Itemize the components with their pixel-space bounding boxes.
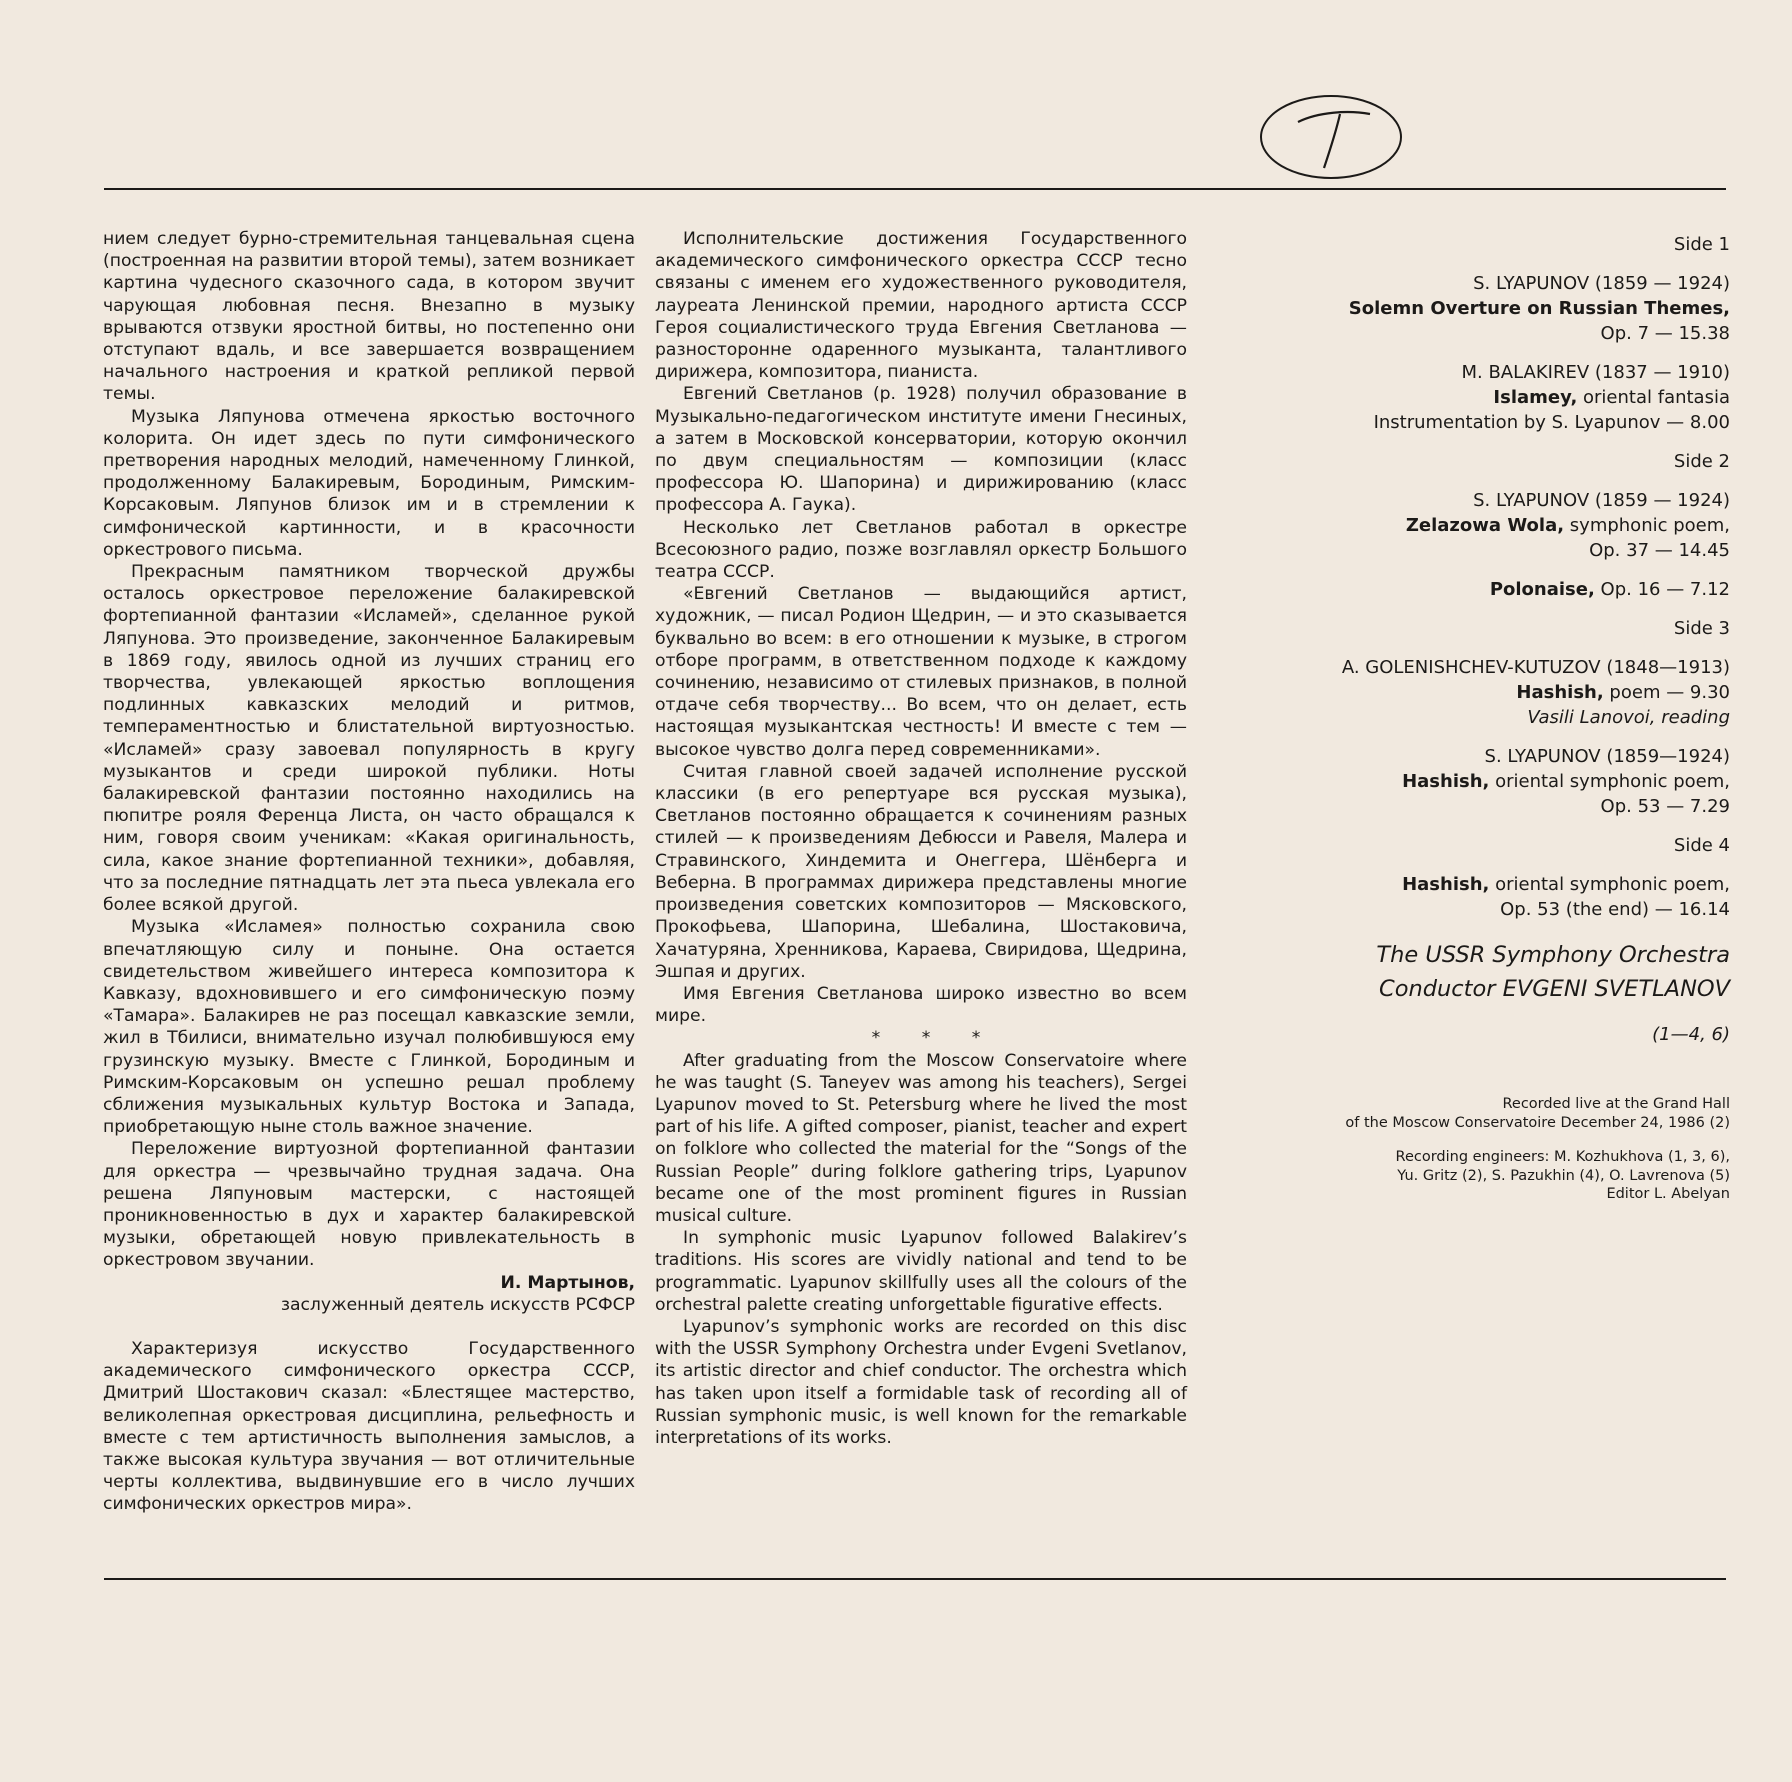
track: [1250, 271, 1730, 346]
work-detail: Op. 7 — 15.38: [1600, 323, 1730, 344]
recording-info: [1250, 1095, 1730, 1132]
work-title: Islamey,: [1493, 387, 1578, 408]
section-separator-stars: * * *: [871, 1028, 999, 1049]
work-detail: Op. 53 — 7.29: [1600, 796, 1730, 817]
track: [1250, 488, 1730, 563]
text-column-middle: [655, 228, 1187, 1449]
paragraph: нием следует бурно-стремительная танцевальная сцена (построенная на развитии второй темы), затем возникает картина чудесного сказочного сада, в котором звучит чарующая любовная песня. Внезапно в музыку врываются отзвуки яростной битвы, но постепенно они отступают вдаль, и все завершается возвращением начального настроения и краткой репликой первой темы.: [103, 229, 635, 405]
composer: M. BALAKIREV (1837 — 1910): [1461, 362, 1730, 383]
english-paragraph: Lyapunov’s symphonic works are recorded on this disc with the USSR Symphony Orchestra under Evgeni Svetlanov, its artistic director and chief conductor. The orchestra which has taken upon itself a formidable task of recording all of Russian symphonic music, is well known for the remarkable interpretations of its works.: [655, 1316, 1187, 1448]
handwritten-circled-number: [1258, 92, 1404, 182]
work-title: Hashish,: [1402, 771, 1490, 792]
editor-line: Editor L. Abelyan: [1606, 1186, 1730, 1202]
engineers-line: Recording engineers: M. Kozhukhova (1, 3, 6),: [1395, 1149, 1730, 1165]
work-subtitle: poem — 9.30: [1603, 682, 1730, 703]
paragraph: Считая главной своей задачей исполнение русской классики (в его репертуаре вся русская музыка), Светланов постоянно обращается к сочинениям разных стилей — к произведениям Дебюсси и Равеля, Малера и Стравинского, Хиндемита и Онеггера, Шёнберга и Веберна. В программах дирижера представлены многие произведения советских композиторов — Мясковского, Прокофьева, Шапорина, Шебалина, Шостаковича, Хачатуряна, Хренникова, Караева, Свиридова, Щедрина, Эшпая и других.: [655, 761, 1187, 982]
work-subtitle: oriental fantasia: [1577, 387, 1730, 408]
paragraph: Музыка «Исламея» полностью сохранила свою впечатляющую силу и поныне. Она остается свидетельством живейшего интереса композитора к Кавказу, вдохновившего и его симфоническую поэму «Тамара». Балакирев не раз посещал кавказские земли, жил в Тбилиси, внимательно изучал полюбившуюся ему грузинскую музыку. Вместе с Глинкой, Бородиным и Римским-Корсаковым он успешно решал проблему сближения музыкальных культур Востока и Запада, приобретающую ныне столь важное значение.: [103, 917, 635, 1138]
recorded-line: Recorded live at the Grand Hall: [1502, 1096, 1730, 1112]
work-subtitle: Op. 16 — 7.12: [1594, 579, 1730, 600]
signature-title: заслуженный деятель искусств РСФСР: [280, 1294, 635, 1315]
side-2-heading: Side 2: [1673, 451, 1730, 472]
engineers-info: [1250, 1148, 1730, 1204]
paragraph: «Евгений Светланов — выдающийся артист, художник, — писал Родион Щедрин, — и это сказывается буквально во всем: в его отношении к музыке, в строгом отборе программ, в ответственном подходе к каждому сочинению, независимо от стилевых признаков, в полной отдаче себя творчеству... Во всем, что он делает, есть настоящая музыкантская честность! И вместе с тем — высокое чувство долга перед современниками».: [655, 584, 1187, 760]
recorded-line: of the Moscow Conservatoire December 24, 1986 (2): [1345, 1114, 1730, 1131]
work-title: Zelazowa Wola,: [1405, 515, 1565, 536]
track: [1250, 655, 1730, 730]
composer: S. LYAPUNOV (1859 — 1924): [1473, 490, 1730, 511]
side-3-heading: Side 3: [1673, 618, 1730, 639]
russian-text-column-left: [103, 228, 635, 1516]
conductor-name: Conductor EVGENI SVETLANOV: [1378, 976, 1730, 1002]
english-paragraph: After graduating from the Moscow Conservatoire where he was taught (S. Taneyev was among his teachers), Sergei Lyapunov moved to St. Petersburg where he lived the most part of his life. A gifted composer, pianist, teacher and expert on folklore who collected the material for the “Songs of the Russian People” during folklore gathering trips, Lyapunov became one of the most prominent figures in Russian musical culture.: [655, 1050, 1187, 1226]
work-subtitle: symphonic poem,: [1564, 515, 1730, 536]
track: [1250, 360, 1730, 435]
paragraph: Прекрасным памятником творческой дружбы осталось оркестровое переложение балакиревской фортепианной фантазии «Исламей», сделанное рукой Ляпунова. Это произведение, законченное Балакиревым в 1869 году, явилось одной из лучших страниц его творчества, увлекающей яркостью воплощения подлинных кавказских мелодий и ритмов, темпераментностью и блистательной виртуозностью. «Исламей» сразу завоевал популярность в кругу музыкантов и среди широкой публики. Ноты балакиревской фантазии постоянно находились на пюпитре рояля Ференца Листа, он часто обращался к ним, говоря своим ученикам: «Какая оригинальность, сила, какое знание фортепианной техники», добавляя, что за последние пятнадцать лет эта пьеса увлекала его более всякой другой.: [103, 562, 635, 916]
work-detail: Instrumentation by S. Lyapunov — 8.00: [1373, 412, 1730, 433]
work-subtitle: oriental symphonic poem,: [1489, 771, 1730, 792]
handwritten-mark-text: 7: [1331, 143, 1333, 145]
paragraph: Музыка Ляпунова отмечена яркостью восточного колорита. Он идет здесь по пути симфонического претворения народных мелодий, намеченному Глинкой, продолженному Балакиревым, Бородиным, Римским-Корсаковым. Ляпунов близок им и в стремлении к симфонической картинности, и в красочности оркестрового письма.: [103, 406, 635, 560]
orchestra-name: The USSR Symphony Orchestra: [1376, 942, 1730, 968]
work-title: Hashish,: [1402, 874, 1490, 895]
track-codes: (1—4, 6): [1652, 1024, 1730, 1045]
composer: S. LYAPUNOV (1859 — 1924): [1473, 273, 1730, 294]
paragraph: Евгений Светланов (р. 1928) получил образование в Музыкально-педагогическом институте имени Гнесиных, а затем в Московской консерватории, которую окончил по двум специальностям — композиции (класс профессора Ю. Шапорина) и дирижированию (класс профессора А. Гаука).: [655, 384, 1187, 516]
composer: A. GOLENISHCHEV-KUTUZOV (1848—1913): [1341, 657, 1730, 678]
engineers-line: Yu. Gritz (2), S. Pazukhin (4), O. Lavrenova (5): [1397, 1167, 1730, 1184]
work-detail: Op. 37 — 14.45: [1589, 540, 1730, 561]
paragraph: Имя Евгения Светланова широко известно во всем мире.: [655, 983, 1187, 1027]
bottom-rule: [104, 1578, 1726, 1580]
side-4-heading: Side 4: [1673, 835, 1730, 856]
paragraph: Исполнительские достижения Государственного академического симфонического оркестра СССР тесно связаны с именем его художественного руководителя, лауреата Ленинской премии, народного артиста СССР Героя социалистического труда Евгения Светланова — разносторонне одаренного музыканта, талантливого дирижера, композитора, пианиста.: [655, 229, 1187, 383]
paragraph: Характеризуя искусство Государственного академического симфонического оркестра СССР, Дмитрий Шостакович сказал: «Блестящее мастерство, великолепная оркестровая дисциплина, рельефность и вместе с тем артистичность выполнения замыслов, а также высокая культура звучания — вот отличительные черты коллектива, выдвинувшие его в число лучших симфонических оркестров мира».: [103, 1338, 635, 1515]
work-subtitle: oriental symphonic poem,: [1489, 874, 1730, 895]
paragraph: Несколько лет Светланов работал в оркестре Всесоюзного радио, позже возглавлял оркестр Большого театра СССР.: [655, 517, 1187, 583]
work-detail: Op. 53 (the end) — 16.14: [1500, 899, 1730, 920]
signature-name: И. Мартынов,: [500, 1272, 635, 1293]
track: [1250, 744, 1730, 819]
track: [1250, 872, 1730, 922]
paragraph: Переложение виртуозной фортепианной фантазии для оркестра — чрезвычайно трудная задача. Она решена Ляпуновым мастерски, с настоящей проникновенностью в дух и характер балакиревской музыки, обретающей новую привлекательность в оркестровом звучании.: [103, 1139, 635, 1271]
work-title: Hashish,: [1516, 682, 1604, 703]
work-title: Polonaise,: [1489, 579, 1595, 600]
composer: S. LYAPUNOV (1859—1924): [1484, 746, 1730, 767]
track: [1250, 577, 1730, 602]
english-paragraph: In symphonic music Lyapunov followed Balakirev’s traditions. His scores are vividly national and tend to be programmatic. Lyapunov skillfully uses all the colours of the orchestral palette creating unforgettable figurative effects.: [655, 1228, 1187, 1315]
tracklist: [1250, 232, 1730, 1204]
reader: Vasili Lanovoi, reading: [1527, 707, 1730, 728]
side-1-heading: Side 1: [1673, 234, 1730, 255]
top-rule: [104, 188, 1726, 190]
orchestra-credit: [1250, 938, 1730, 1006]
work-title: Solemn Overture on Russian Themes,: [1348, 298, 1730, 319]
